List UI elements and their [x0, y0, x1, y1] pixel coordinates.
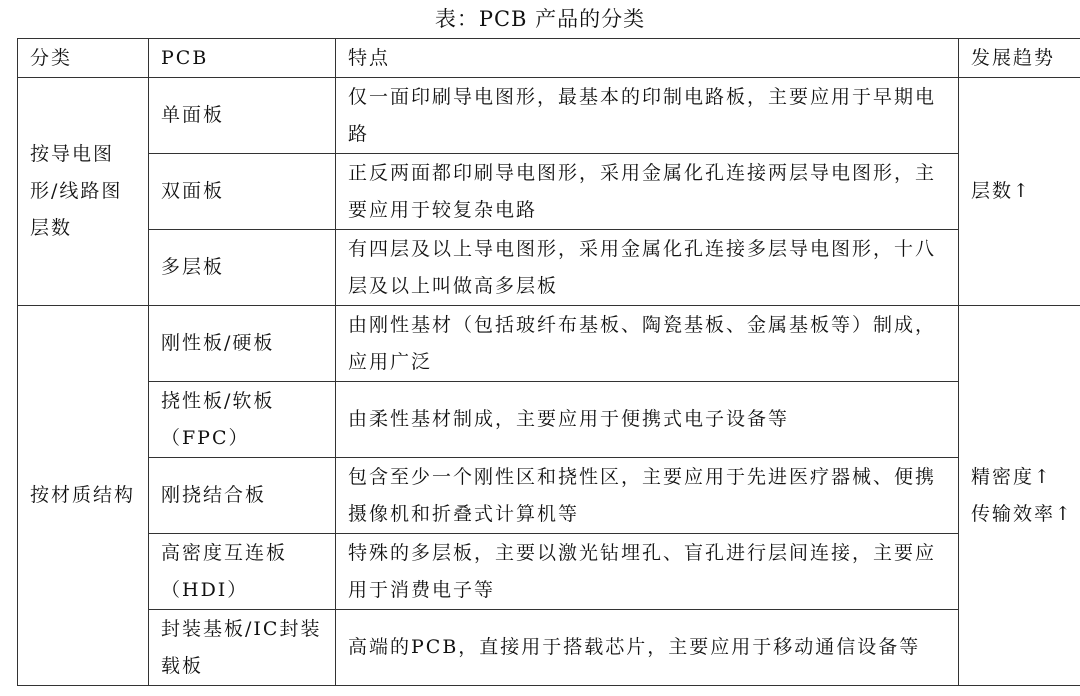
pcb-cell: 多层板 — [149, 230, 336, 306]
feature-cell: 由柔性基材制成，主要应用于便携式电子设备等 — [336, 382, 959, 458]
feature-cell: 特殊的多层板，主要以激光钻埋孔、盲孔进行层间连接，主要应用于消费电子等 — [336, 534, 959, 610]
header-pcb: PCB — [149, 39, 336, 78]
table-row — [18, 382, 1080, 458]
category-cell-layers — [18, 78, 149, 306]
feature-cell: 包含至少一个刚性区和挠性区，主要应用于先进医疗器械、便携摄像机和折叠式计算机等 — [336, 458, 959, 534]
table-row — [18, 154, 1080, 230]
category-label: 按材质结构 — [30, 484, 136, 506]
header-category: 分类 — [18, 39, 149, 78]
trend-text: 传输效率↑ — [971, 502, 1073, 525]
table-row — [18, 78, 1080, 154]
table-row — [18, 306, 1080, 382]
category-cell-material — [18, 306, 149, 686]
table-row — [18, 230, 1080, 306]
pcb-classification-table — [17, 38, 1080, 686]
table-row — [18, 458, 1080, 534]
trend-text: 层数↑ — [971, 180, 1031, 202]
feature-cell: 仅一面印刷导电图形，最基本的印制电路板，主要应用于早期电路 — [336, 78, 959, 154]
feature-cell: 由刚性基材（包括玻纤布基板、陶瓷基板、金属基板等）制成，应用广泛 — [336, 306, 959, 382]
pcb-cell: 单面板 — [149, 78, 336, 154]
trend-cell-material — [959, 306, 1080, 686]
pcb-cell: 刚性板/硬板 — [149, 306, 336, 382]
trend-cell-layers — [959, 78, 1080, 306]
table-title: 表：PCB 产品的分类 — [434, 7, 646, 31]
pcb-cell: 挠性板/软板（FPC） — [149, 382, 336, 458]
pcb-cell: 刚挠结合板 — [149, 458, 336, 534]
feature-cell: 正反两面都印刷导电图形，采用金属化孔连接两层导电图形，主要应用于较复杂电路 — [336, 154, 959, 230]
table-row — [18, 610, 1080, 686]
feature-cell: 有四层及以上导电图形，采用金属化孔连接多层导电图形，十八层及以上叫做高多层板 — [336, 230, 959, 306]
pcb-cell: 双面板 — [149, 154, 336, 230]
table-row — [18, 534, 1080, 610]
header-trend: 发展趋势 — [959, 39, 1080, 78]
trend-text: 精密度↑ — [971, 465, 1052, 488]
pcb-cell: 高密度互连板（HDI） — [149, 534, 336, 610]
header-feature: 特点 — [336, 39, 959, 78]
pcb-cell: 封装基板/IC封装载板 — [149, 610, 336, 686]
table-header-row — [18, 39, 1080, 78]
feature-cell: 高端的PCB，直接用于搭载芯片，主要应用于移动通信设备等 — [336, 610, 959, 686]
category-label: 按导电图形/线路图层数 — [30, 143, 123, 239]
